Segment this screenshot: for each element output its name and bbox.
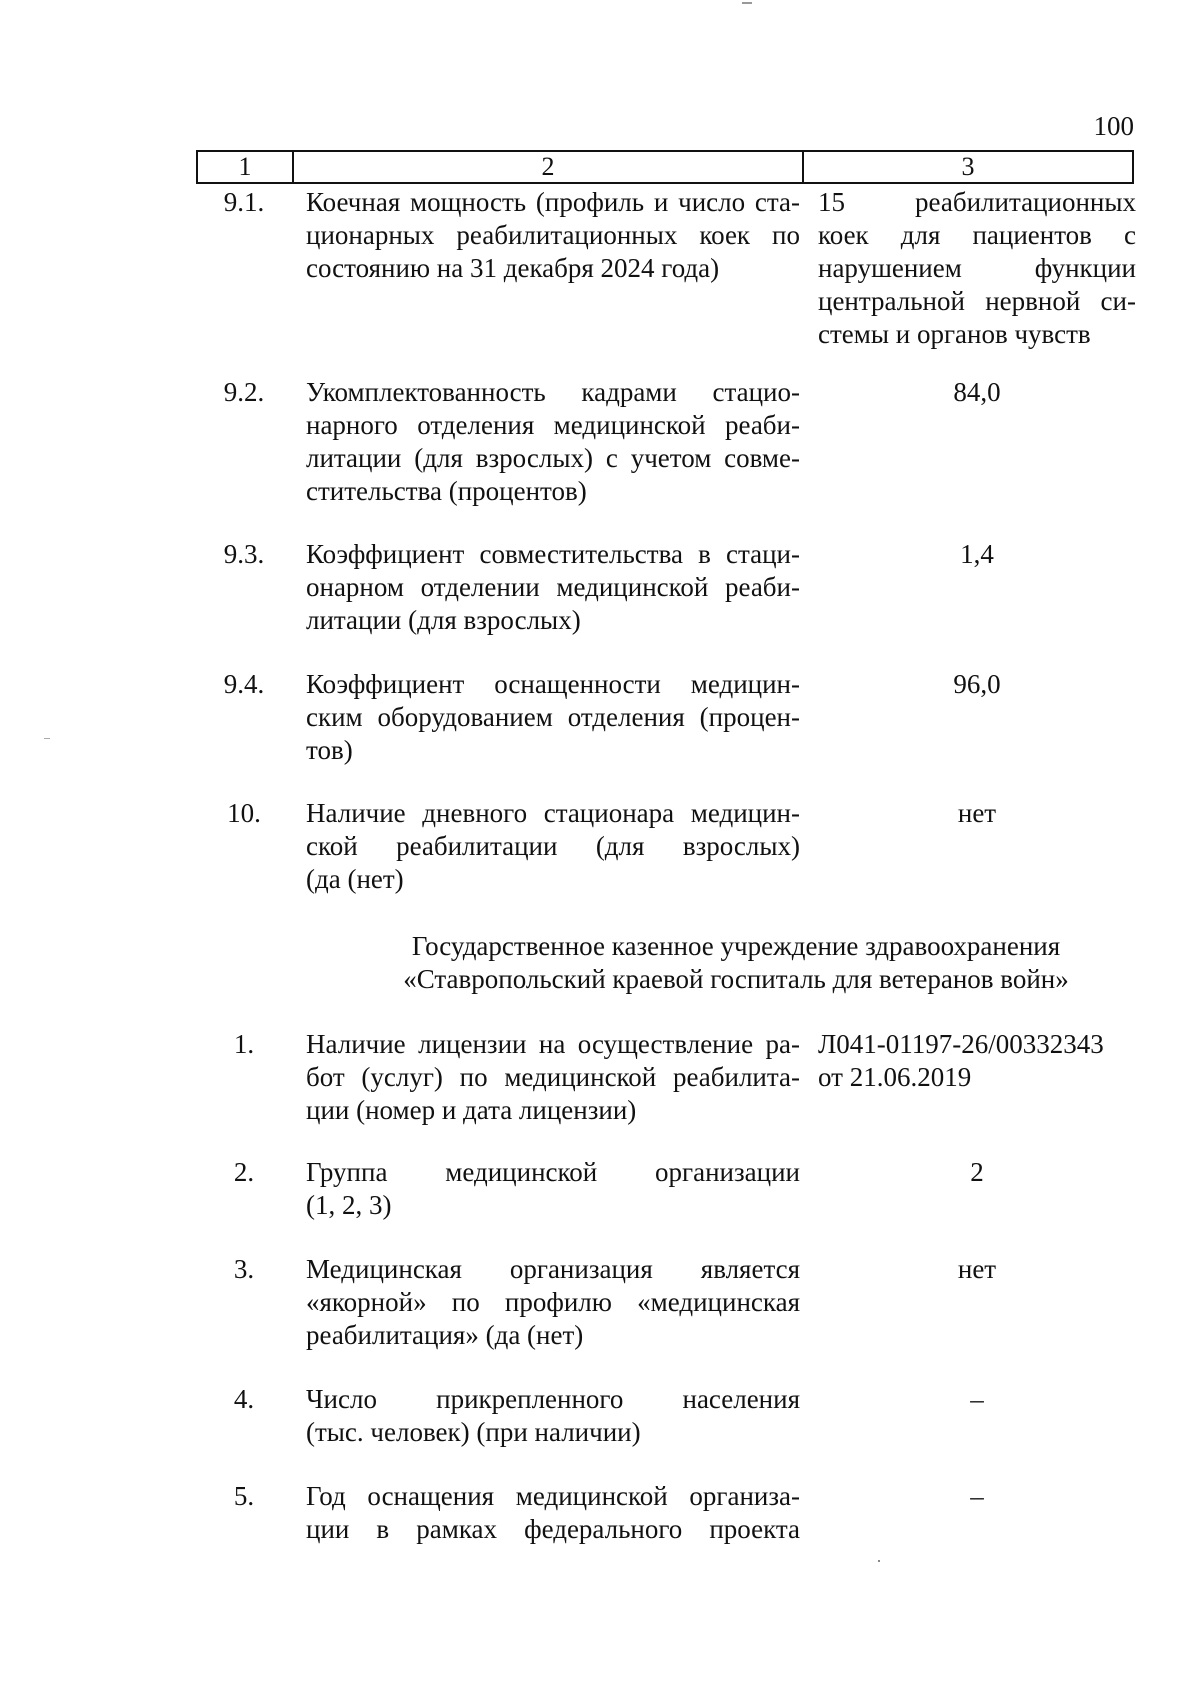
row-description — [306, 186, 800, 285]
desc-line: состоянию на 31 декабря 2024 года) — [306, 253, 720, 283]
desc-line: Число прикрепленного населения — [306, 1384, 800, 1414]
row-number: 2. — [233, 1157, 255, 1187]
scan-mark — [44, 738, 50, 739]
desc-line: Коэффициент оснащенности медицин- — [306, 669, 800, 699]
desc-line: Коэффициент совместительства в стаци- — [306, 539, 800, 569]
desc-line: стительства (процентов) — [306, 476, 587, 506]
row-number: 9.4. — [223, 669, 265, 699]
row-number: 10. — [227, 798, 261, 828]
organization-title — [196, 930, 1136, 996]
desc-line: Группа медицинской организации — [306, 1157, 800, 1187]
desc-line: ским оборудованием отделения (процен- — [306, 702, 800, 732]
desc-line: ской реабилитации (для взрослых) — [306, 831, 800, 861]
organization-title-line: Государственное казенное учреждение здравоохранения — [411, 931, 1061, 961]
desc-line: ции (номер и дата лицензии) — [306, 1095, 637, 1125]
desc-line: Укомплектованность кадрами стацио- — [306, 377, 800, 407]
row-value: – — [970, 1384, 984, 1414]
value-line: от 21.06.2019 — [818, 1062, 972, 1092]
value-line: нарушением функции — [818, 253, 1136, 283]
row-number: 4. — [233, 1384, 255, 1414]
row-description — [306, 1156, 800, 1222]
desc-line: нарного отделения медицинской реаби- — [306, 410, 800, 440]
row-description — [306, 1383, 800, 1449]
row-value — [818, 186, 1136, 351]
desc-line: Медицинская организация является — [306, 1254, 800, 1284]
scan-mark — [742, 2, 752, 4]
column-header-table — [196, 150, 1134, 184]
column-header-2: 2 — [293, 151, 803, 183]
row-number: 9.3. — [223, 539, 265, 569]
desc-line: (да (нет) — [306, 864, 404, 894]
row-number: 5. — [233, 1481, 255, 1511]
value-line: 15 реабилитационных — [818, 187, 1136, 217]
row-description — [306, 797, 800, 896]
row-value: – — [970, 1481, 984, 1511]
row-description — [306, 1028, 800, 1127]
row-value: 96,0 — [953, 669, 1001, 699]
row-value: 2 — [970, 1157, 984, 1187]
row-value: 1,4 — [960, 539, 994, 569]
value-line: стемы и органов чувств — [818, 319, 1091, 349]
column-header-3: 3 — [803, 151, 1133, 183]
desc-line: реабилитация» (да (нет) — [306, 1320, 584, 1350]
row-description — [306, 668, 800, 767]
row-description — [306, 376, 800, 508]
desc-line: «якорной» по профилю «медицинская — [306, 1287, 800, 1317]
desc-line: Наличие дневного стационара медицин- — [306, 798, 800, 828]
row-number: 1. — [233, 1029, 255, 1059]
desc-line: Наличие лицензии на осуществление ра- — [306, 1029, 800, 1059]
desc-line: тов) — [306, 735, 353, 765]
desc-line: (тыс. человек) (при наличии) — [306, 1417, 641, 1447]
row-value — [818, 1028, 1136, 1094]
desc-line: онарном отделении медицинской реаби- — [306, 572, 800, 602]
desc-line: ции в рамках федерального проекта — [306, 1514, 800, 1544]
row-number: 9.2. — [223, 377, 265, 407]
row-value: нет — [957, 798, 997, 828]
organization-title-line: «Ставропольский краевой госпиталь для ветеранов войн» — [403, 964, 1069, 994]
desc-line: Год оснащения медицинской организа- — [306, 1481, 800, 1511]
desc-line: литации (для взрослых) с учетом совме- — [306, 443, 800, 473]
desc-line: бот (услуг) по медицинской реабилита- — [306, 1062, 800, 1092]
desc-line: (1, 2, 3) — [306, 1190, 392, 1220]
row-description — [306, 1253, 800, 1352]
row-number: 3. — [233, 1254, 255, 1284]
desc-line: литации (для взрослых) — [306, 605, 581, 635]
row-value: нет — [957, 1254, 997, 1284]
column-header-1: 1 — [197, 151, 293, 183]
row-description — [306, 538, 800, 637]
page-number: 100 — [1093, 111, 1134, 141]
desc-line: ционарных реабилитационных коек по — [306, 220, 800, 250]
value-line: коек для пациентов с — [818, 220, 1136, 250]
scan-mark — [878, 1560, 880, 1562]
row-description — [306, 1480, 800, 1546]
desc-line: Коечная мощность (профиль и число ста- — [306, 187, 800, 217]
value-line: центральной нервной си- — [818, 286, 1136, 316]
row-value: 84,0 — [953, 377, 1001, 407]
row-number: 9.1. — [223, 187, 265, 217]
value-line: Л041-01197-26/00332343 — [818, 1029, 1104, 1059]
